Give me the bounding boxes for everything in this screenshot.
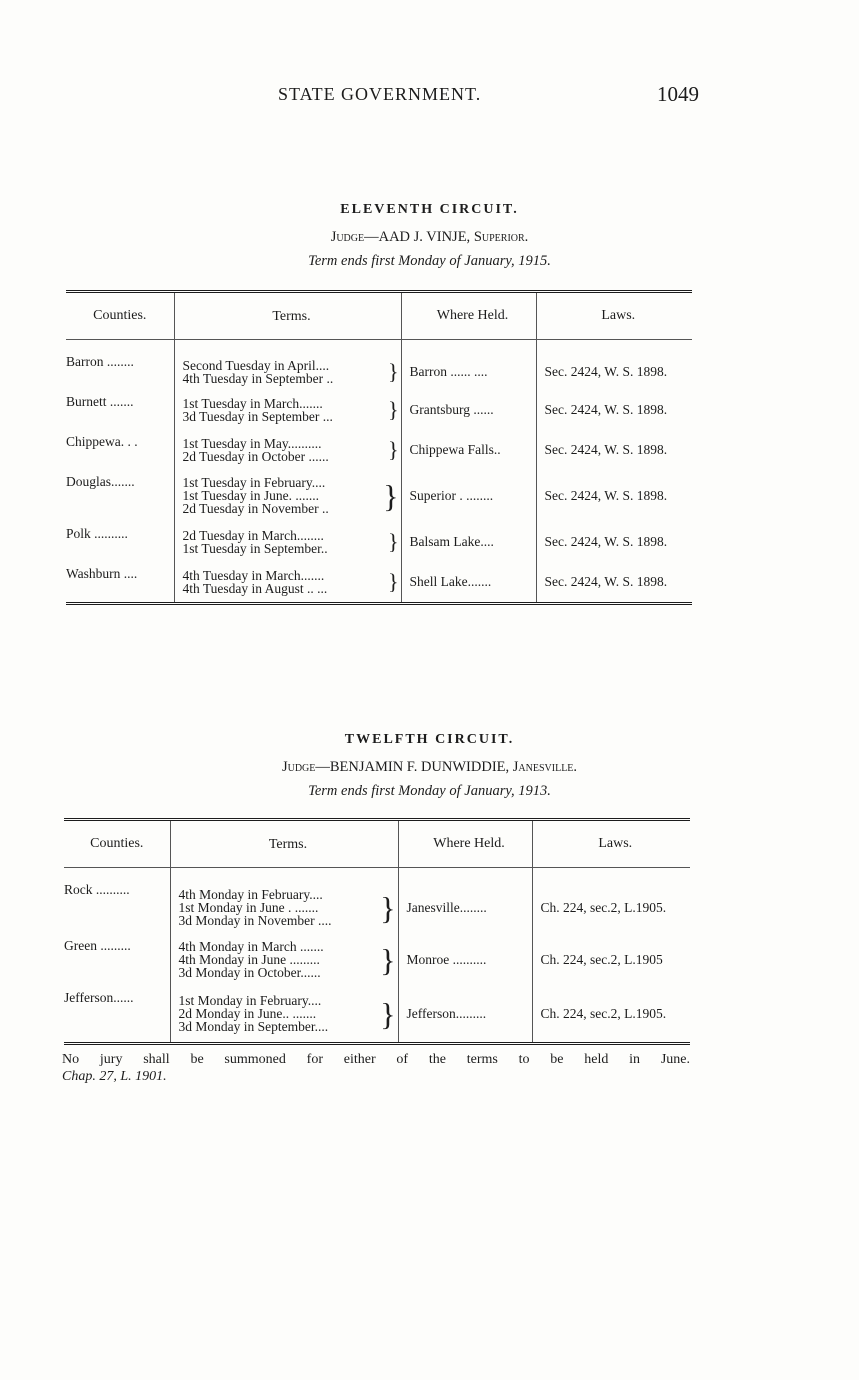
term-line: 4th Tuesday in August .. ... (182, 580, 328, 596)
term-line: 2d Tuesday in March........ (182, 527, 324, 543)
judge-line (0, 756, 859, 778)
eleventh-circuit-heading (0, 200, 859, 272)
term-line: 3d Monday in September.... (178, 1019, 329, 1035)
terms-cell (170, 868, 398, 934)
term-line: 2d Tuesday in October ...... (182, 448, 329, 464)
where-cell: Monroe .......... (398, 934, 532, 986)
laws-cell: Sec. 2424, W. S. 1898. (544, 487, 668, 503)
table-row (66, 562, 692, 604)
term-line: 1st Tuesday in March....... (182, 395, 323, 411)
twelfth-circuit-table (64, 818, 690, 1045)
laws-cell: Ch. 224, sec.2, L.1905 (540, 951, 663, 967)
col-laws: Laws. (532, 820, 690, 868)
col-terms: Terms. (170, 820, 398, 868)
term-line: 4th Tuesday in September .. (182, 370, 334, 386)
terms-cell (170, 934, 398, 986)
twelfth-circuit-heading (0, 730, 859, 802)
terms-cell (174, 470, 401, 522)
term-line: 2d Tuesday in November .. (182, 501, 329, 516)
judge-prefix: Judge— (330, 229, 379, 245)
term-line: 3d Monday in November .... (178, 913, 332, 929)
table-row (66, 470, 692, 522)
term-note: Term ends first Monday of January, 1913. (308, 783, 551, 799)
brace-glyph: } (387, 528, 399, 554)
term-line: 4th Monday in March ....... (178, 939, 324, 954)
brace-glyph: } (380, 941, 396, 978)
county-cell: Rock .......... (64, 868, 170, 934)
terms-cell (174, 430, 401, 470)
where-cell: Jefferson......... (398, 986, 532, 1044)
where-cell: Chippewa Falls.. (401, 430, 536, 470)
col-counties: Counties. (66, 292, 174, 340)
brace-glyph: } (380, 889, 396, 926)
where-cell: Superior . ........ (401, 470, 536, 522)
term-line: 4th Monday in February.... (178, 887, 323, 903)
term-note: Term ends first Monday of January, 1915. (308, 253, 551, 269)
where-cell: Shell Lake....... (401, 562, 536, 604)
terms-cell (174, 562, 401, 604)
col-terms: Terms. (174, 292, 401, 340)
judge-city: Janesville. (512, 759, 578, 775)
terms-cell (170, 986, 398, 1044)
county-cell: Douglas....... (66, 470, 174, 522)
judge-name: AAD J. VINJE, (378, 229, 471, 245)
term-line: 1st Tuesday in February.... (182, 475, 326, 490)
running-title: STATE GOVERNMENT. (278, 84, 482, 104)
term-line: 1st Tuesday in May.......... (182, 435, 322, 451)
col-counties: Counties. (64, 820, 170, 868)
table-row (64, 986, 690, 1044)
footnote: No jury shall be summoned for either of the terms to be held in June. (62, 1052, 690, 1067)
running-head (0, 84, 859, 110)
table-row (66, 390, 692, 430)
laws-cell: Sec. 2424, W. S. 1898. (544, 533, 668, 549)
eleventh-circuit-table (66, 290, 692, 605)
col-where-held: Where Held. (398, 820, 532, 868)
terms-cell (174, 522, 401, 562)
eleventh-rows (66, 340, 692, 604)
term-line: 1st Monday in June . ....... (178, 900, 319, 916)
table-row (66, 430, 692, 470)
where-cell: Barron ...... .... (401, 340, 536, 390)
table-row (64, 868, 690, 934)
county-cell: Burnett ....... (66, 390, 174, 430)
term-line: Second Tuesday in April.... (182, 357, 330, 373)
terms-cell (174, 340, 401, 390)
twelfth-rows (64, 868, 690, 1044)
brace-glyph: } (387, 358, 399, 384)
brace-glyph: } (387, 568, 399, 594)
where-cell: Grantsburg ...... (401, 390, 536, 430)
term-line: 1st Monday in February.... (178, 993, 322, 1009)
brace-glyph: } (383, 477, 399, 514)
brace-glyph: } (387, 396, 399, 422)
col-laws: Laws. (536, 292, 692, 340)
table-row (64, 934, 690, 986)
laws-cell: Sec. 2424, W. S. 1898. (544, 573, 668, 589)
county-cell: Chippewa. . . (66, 430, 174, 470)
judge-city: Superior. (473, 229, 529, 245)
col-where-held: Where Held. (401, 292, 536, 340)
term-line: 1st Tuesday in June. ....... (182, 488, 320, 503)
terms-cell (174, 390, 401, 430)
county-cell: Green ......... (64, 934, 170, 986)
term-line: 3d Tuesday in September ... (182, 408, 333, 424)
footnote-citation: Chap. 27, L. 1901. (62, 1069, 167, 1084)
term-line: 3d Monday in October...... (178, 965, 321, 980)
table-header-row (66, 292, 692, 340)
circuit-title: ELEVENTH CIRCUIT. (340, 202, 519, 217)
laws-cell: Ch. 224, sec.2, L.1905. (540, 899, 667, 915)
term-line: 1st Tuesday in September.. (182, 540, 328, 556)
brace-glyph: } (387, 436, 399, 462)
judge-prefix: Judge— (281, 759, 330, 775)
county-cell: Polk .......... (66, 522, 174, 562)
where-cell: Janesville........ (398, 868, 532, 934)
laws-cell: Sec. 2424, W. S. 1898. (544, 401, 668, 417)
term-line: 4th Tuesday in March....... (182, 567, 325, 583)
county-cell: Barron ........ (66, 340, 174, 390)
table-row (66, 340, 692, 390)
county-cell: Jefferson...... (64, 986, 170, 1044)
laws-cell: Sec. 2424, W. S. 1898. (544, 363, 668, 379)
laws-cell: Sec. 2424, W. S. 1898. (544, 441, 668, 457)
county-cell: Washburn .... (66, 562, 174, 604)
laws-cell: Ch. 224, sec.2, L.1905. (540, 1005, 667, 1021)
table-row (66, 522, 692, 562)
brace-glyph: } (380, 995, 396, 1032)
judge-name: BENJAMIN F. DUNWIDDIE, (329, 759, 510, 775)
page-number: 1049 (657, 82, 699, 106)
where-cell: Balsam Lake.... (401, 522, 536, 562)
judge-line (0, 226, 859, 248)
term-line: 2d Monday in June.. ....... (178, 1006, 317, 1022)
table-header-row (64, 820, 690, 868)
circuit-title: TWELFTH CIRCUIT. (344, 732, 515, 747)
term-line: 4th Monday in June ......... (178, 952, 320, 967)
